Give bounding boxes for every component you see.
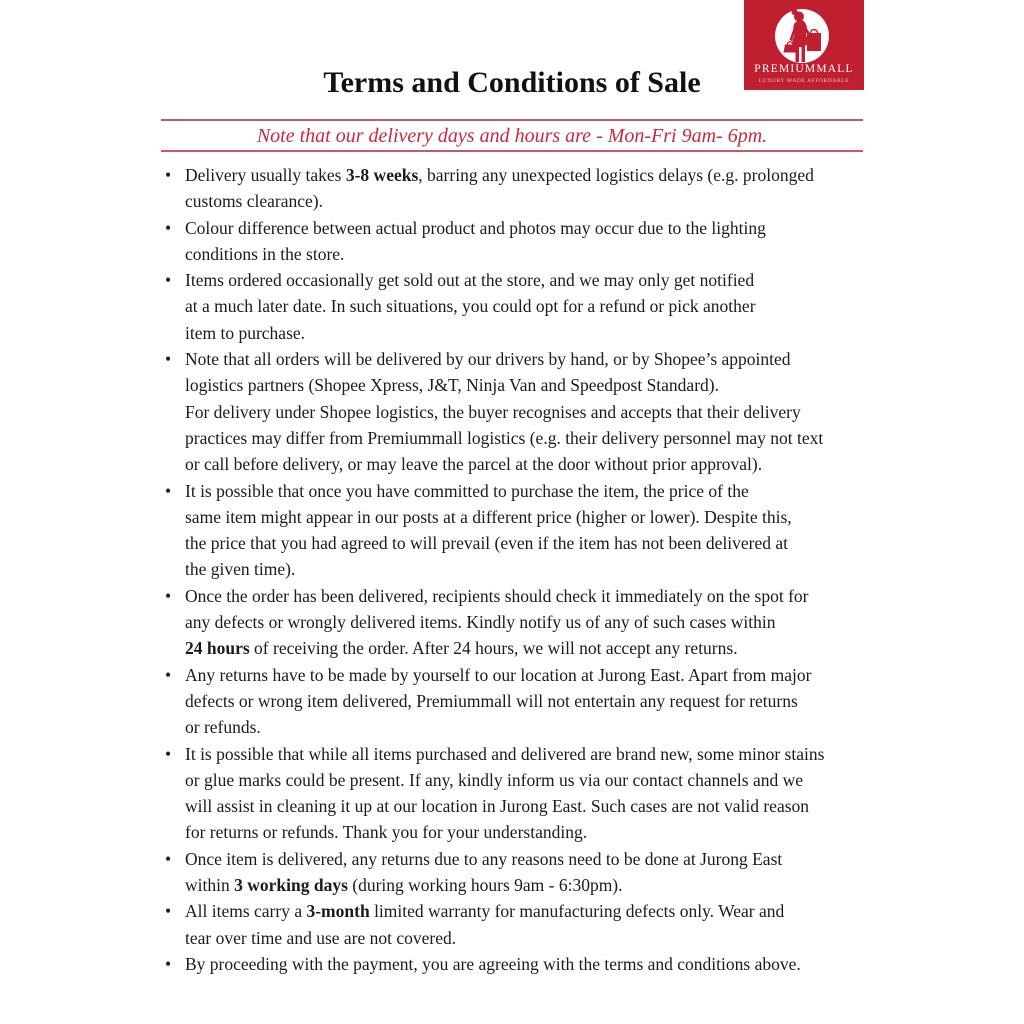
term-line: will assist in cleaning it up at our location in Jurong East. Such cases are not valid reason: [185, 796, 810, 817]
term-line: or glue marks could be present. If any, kindly inform us via our contact channels and we: [185, 769, 803, 790]
term-line: • Once item is delivered, any returns due to any reasons need to be done at Jurong East: [185, 848, 783, 869]
term-line: • It is possible that while all items purchased and delivered are brand new, some minor stains: [185, 743, 825, 764]
term-line: • All items carry a 3-month limited warranty for manufacturing defects only. Wear and: [185, 901, 785, 922]
term-line: For delivery under Shopee logistics, the buyer recognises and accepts that their delivery: [185, 401, 801, 422]
term-line: item to purchase.: [185, 322, 306, 343]
term-item: [161, 846, 873, 899]
term-line: same item might appear in our posts at a different price (higher or lower). Despite this,: [185, 506, 792, 527]
term-item: [161, 583, 873, 662]
term-line: 24 hours of receiving the order. After 24 hours, we will not accept any returns.: [185, 638, 738, 659]
term-line: • Note that all orders will be delivered by our drivers by hand, or by Shopee’s appointed: [185, 349, 791, 370]
terms-list: [161, 162, 873, 977]
term-line: within 3 working days (during working hours 9am - 6:30pm).: [185, 875, 623, 896]
logo-tagline-text: LUXURY MADE AFFORDABLE: [758, 78, 850, 84]
term-line: tear over time and use are not covered.: [185, 927, 457, 948]
term-item: [161, 478, 873, 583]
term-line: conditions in the store.: [185, 243, 345, 264]
term-item: [161, 215, 873, 268]
term-line: any defects or wrongly delivered items. Kindly notify us of any of such cases within: [185, 612, 776, 633]
term-line: at a much later date. In such situations, you could opt for a refund or pick another: [185, 296, 756, 317]
term-item: [161, 951, 873, 977]
term-line: • It is possible that once you have committed to purchase the item, the price of the: [185, 480, 749, 501]
delivery-hours-note: Note that our delivery days and hours are - Mon-Fri 9am- 6pm.: [256, 125, 768, 147]
logo-brand-text: PREMIUMMALL: [754, 63, 854, 75]
divider-line-bottom: [161, 150, 863, 152]
term-line: logistics partners (Shopee Xpress, J&T, Ninja Van and Speedpost Standard).: [185, 375, 719, 396]
term-line: • By proceeding with the payment, you are agreeing with the terms and conditions above.: [185, 953, 801, 974]
term-line: or call before delivery, or may leave the parcel at the door without prior approval).: [185, 454, 763, 475]
term-item: [161, 267, 873, 346]
term-line: • Any returns have to be made by yourself to our location at Jurong East. Apart from major: [185, 664, 812, 685]
term-item: [161, 162, 873, 215]
term-line: customs clearance).: [185, 191, 323, 212]
term-line: • Once the order has been delivered, recipients should check it immediately on the spot for: [185, 585, 809, 606]
term-item: [161, 662, 873, 741]
term-line: the price that you had agreed to will prevail (even if the item has not been delivered at: [185, 533, 789, 554]
term-line: • Colour difference between actual product and photos may occur due to the lighting: [185, 217, 766, 238]
term-line: for returns or refunds. Thank you for your understanding.: [185, 822, 588, 843]
page-title: Terms and Conditions of Sale: [323, 66, 701, 99]
divider-line-top: [161, 119, 863, 121]
term-line: defects or wrong item delivered, Premiummall will not entertain any request for returns: [185, 690, 798, 711]
term-item: [161, 741, 873, 846]
term-line: the given time).: [185, 559, 296, 580]
term-line: or refunds.: [185, 717, 261, 738]
term-line: • Items ordered occasionally get sold out at the store, and we may only get notified: [185, 270, 755, 291]
term-item: [161, 346, 873, 477]
term-item: [161, 898, 873, 951]
term-line: • Delivery usually takes 3-8 weeks, barring any unexpected logistics delays (e.g. prolonged: [185, 165, 814, 185]
term-line: practices may differ from Premiummall logistics (e.g. their delivery personnel may not text: [185, 427, 824, 448]
